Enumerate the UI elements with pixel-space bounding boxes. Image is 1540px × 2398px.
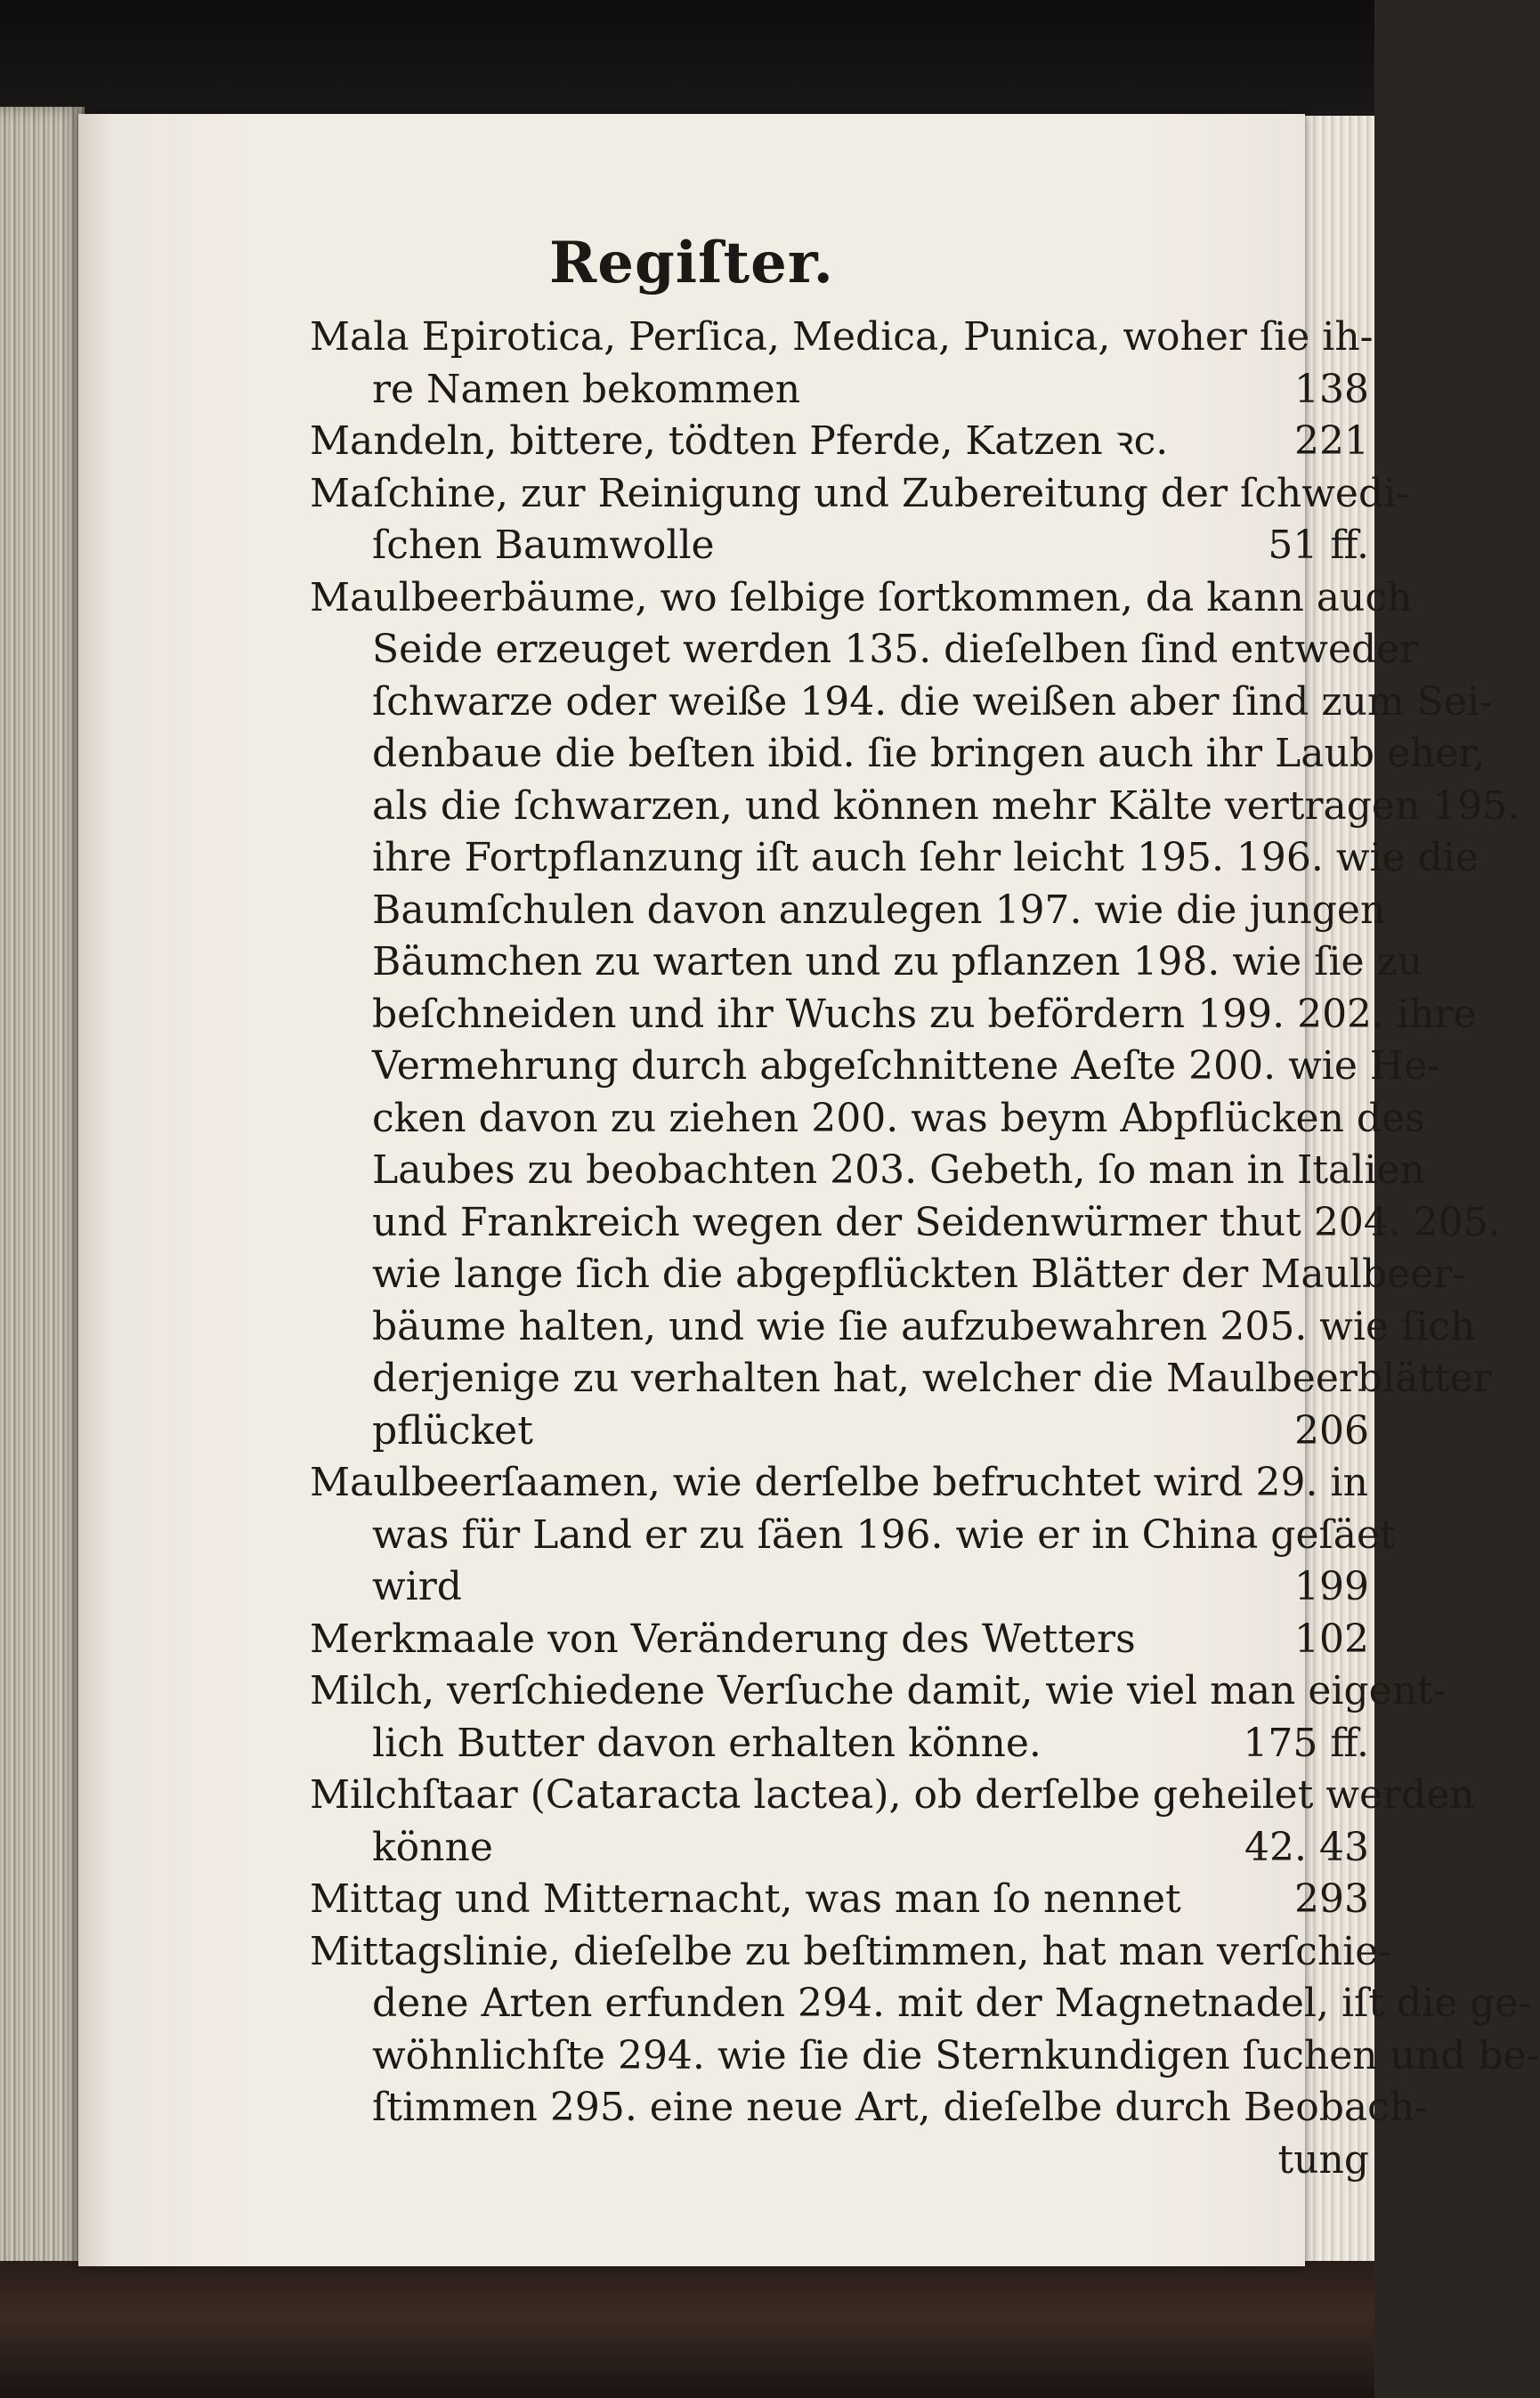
entry-text: beſchneiden und ihr Wuchs zu befördern 199. 202. ihre bbox=[372, 991, 1477, 1037]
entry-continuation-line bbox=[310, 624, 1419, 676]
entry-text: cken davon zu ziehen 200. was beym Abpflücken des bbox=[372, 1095, 1425, 1141]
page-reference: 293 bbox=[1294, 1876, 1369, 1922]
register-entry bbox=[310, 1457, 1396, 1614]
entry-headline bbox=[310, 1874, 1369, 1926]
entry-text: Bäumchen zu warten und zu pflanzen 198. wie ſie zu bbox=[372, 939, 1423, 984]
page-reference: 175 ff. bbox=[1243, 1720, 1369, 1766]
entry-continuation-line bbox=[310, 676, 1493, 729]
register-entry bbox=[310, 416, 1369, 468]
entry-text: Seide erzeuget werden 135. dieſelben ſind entweder bbox=[372, 627, 1419, 672]
page-reference: 102 bbox=[1294, 1616, 1369, 1662]
entry-continuation-line bbox=[310, 2135, 1369, 2187]
entry-text: Maulbeerbäume, wo ſelbige ſortkommen, da kann auch bbox=[310, 574, 1413, 620]
entry-headline bbox=[310, 1614, 1369, 1666]
entry-continuation-line bbox=[310, 728, 1486, 781]
entry-text: bäume halten, und wie ſie aufzubewahren 205. wie ſich bbox=[372, 1303, 1476, 1349]
entry-continuation-line bbox=[310, 2082, 1428, 2135]
register-entry bbox=[310, 312, 1374, 416]
entry-continuation-line bbox=[310, 781, 1520, 833]
entry-text: derjenige zu verhalten hat, welcher die Maulbeerblätter bbox=[372, 1356, 1492, 1401]
page-title: Regiſter. bbox=[549, 230, 834, 296]
entry-text: Vermehrung durch abgeſchnittene Aeſte 200. wie He- bbox=[372, 1043, 1441, 1089]
register-entries bbox=[310, 312, 1540, 2186]
entry-text: denbaue die beſten ibid. ſie bringen auch ihr Laub eher, bbox=[372, 731, 1486, 776]
entry-continuation-line bbox=[310, 1301, 1476, 1354]
entry-text: Milch, verſchiedene Verſuche damit, wie viel man eigent- bbox=[310, 1668, 1447, 1713]
entry-text: wird bbox=[372, 1564, 462, 1609]
entry-continuation-line bbox=[310, 1718, 1369, 1770]
entry-text: ſtimmen 295. eine neue Art, dieſelbe durch Beobach- bbox=[372, 2085, 1428, 2130]
entry-text: Mandeln, bittere, tödten Pferde, Katzen ꝛc. bbox=[310, 418, 1169, 464]
entry-text: dene Arten erfunden 294. mit der Magnetnadel, iſt die ge- bbox=[372, 1981, 1532, 2026]
entry-text: wie lange ſich die abgepflückten Blätter der Maulbeer- bbox=[372, 1252, 1466, 1297]
entry-continuation-line bbox=[310, 1978, 1532, 2030]
entry-headline bbox=[310, 572, 1413, 625]
entry-text: ſchwarze oder weiße 194. die weißen aber ſind zum Sei- bbox=[372, 678, 1493, 725]
entry-headline bbox=[310, 468, 1410, 521]
register-entry bbox=[310, 572, 1520, 1458]
register-entry bbox=[310, 1614, 1369, 1666]
register-entry bbox=[310, 468, 1410, 572]
entry-continuation-line bbox=[310, 1249, 1466, 1301]
page-reference: 206 bbox=[1294, 1407, 1369, 1454]
entry-text: und Frankreich wegen der Seidenwürmer thut 204. 205. bbox=[372, 1199, 1501, 1245]
entry-text: re Namen bekommen bbox=[372, 366, 801, 412]
entry-text: könne bbox=[372, 1824, 493, 1870]
entry-continuation-line bbox=[310, 1561, 1369, 1614]
entry-text: Milchſtaar (Cataracta lactea), ob derſelbe geheilet werden bbox=[310, 1772, 1475, 1818]
entry-text: Mala Epirotica, Perſica, Medica, Punica, woher ſie ih- bbox=[310, 314, 1374, 360]
register-entry bbox=[310, 1665, 1447, 1770]
entry-text: als die ſchwarzen, und können mehr Kälte vertragen 195. bbox=[372, 782, 1520, 829]
entry-text: Baumſchulen davon anzulegen 197. wie die jungen bbox=[372, 887, 1386, 933]
entry-continuation-line bbox=[310, 1510, 1396, 1562]
entry-continuation-line bbox=[310, 832, 1479, 885]
entry-text: Maulbeerſaamen, wie derſelbe befruchtet wird 29. in bbox=[310, 1460, 1368, 1505]
entry-continuation-line bbox=[310, 1822, 1369, 1875]
entry-text: pflücket bbox=[372, 1407, 533, 1454]
entry-text: Merkmaale von Veränderung des Wetters bbox=[310, 1616, 1136, 1662]
entry-text: was für Land er zu ſäen 196. wie er in China geſäet bbox=[372, 1511, 1396, 1558]
entry-continuation-line bbox=[310, 2030, 1540, 2083]
entry-text: Mittag und Mitternacht, was man ſo nennet bbox=[310, 1876, 1181, 1922]
entry-headline bbox=[310, 312, 1374, 364]
entry-continuation-line bbox=[310, 520, 1369, 572]
entry-continuation-line bbox=[310, 364, 1369, 417]
page-reference: 42. 43 bbox=[1244, 1824, 1369, 1870]
entry-continuation-line bbox=[310, 1197, 1501, 1250]
entry-text: Laubes zu beobachten 203. Gebeth, ſo man in Italien bbox=[372, 1147, 1425, 1193]
entry-text: Maſchine, zur Reinigung und Zubereitung der ſchwedi- bbox=[310, 470, 1410, 516]
entry-continuation-line bbox=[310, 1353, 1492, 1406]
entry-headline bbox=[310, 1665, 1447, 1718]
entry-continuation-line bbox=[310, 989, 1477, 1041]
entry-headline bbox=[310, 1770, 1475, 1822]
page-reference: 221 bbox=[1294, 418, 1369, 464]
register-entry bbox=[310, 1770, 1475, 1874]
entry-text: wöhnlichſte 294. wie ſie die Sternkundigen ſuchen und be- bbox=[372, 2032, 1540, 2078]
page-reference: tung bbox=[1277, 2136, 1369, 2183]
entry-continuation-line bbox=[310, 885, 1386, 937]
entry-headline bbox=[310, 1457, 1369, 1510]
entry-headline bbox=[310, 416, 1369, 468]
background-top bbox=[0, 0, 1374, 116]
entry-text: ihre Fortpflanzung iſt auch ſehr leicht 195. 196. wie die bbox=[372, 835, 1479, 880]
entry-headline bbox=[310, 1926, 1392, 1979]
entry-continuation-line bbox=[310, 1145, 1425, 1197]
entry-continuation-line bbox=[310, 1041, 1441, 1093]
entry-text: lich Butter davon erhalten könne. bbox=[372, 1720, 1042, 1766]
entry-continuation-line bbox=[310, 1093, 1425, 1146]
book-page bbox=[78, 114, 1540, 2266]
background-bottom bbox=[0, 2261, 1374, 2398]
register-entry bbox=[310, 1926, 1540, 2187]
entry-continuation-line bbox=[310, 936, 1423, 989]
register-entry bbox=[310, 1874, 1369, 1926]
entry-continuation-line bbox=[310, 1406, 1369, 1458]
entry-text: Mittagslinie, dieſelbe zu beſtimmen, hat man verſchie- bbox=[310, 1928, 1392, 1974]
page-reference: 51 ff. bbox=[1268, 523, 1369, 568]
page-reference: 199 bbox=[1294, 1564, 1369, 1609]
entry-text: ſchen Baumwolle bbox=[372, 523, 715, 568]
left-page-edges bbox=[0, 107, 85, 2279]
page-reference: 138 bbox=[1294, 366, 1369, 412]
